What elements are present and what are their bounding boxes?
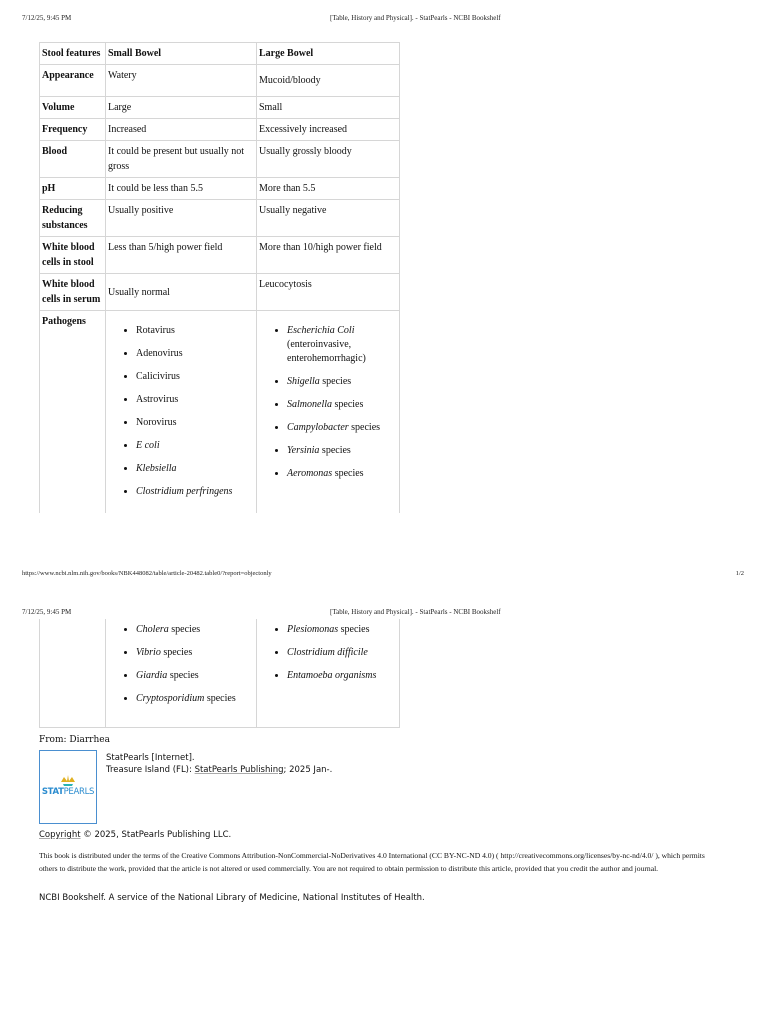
- pathogen-name: Campylobacter: [287, 422, 349, 433]
- pathogen-item: [136, 688, 254, 711]
- pathogen-item: [136, 343, 254, 366]
- large-bowel-pathogen-list: [259, 619, 397, 688]
- print-timestamp: 7/12/25, 9:45 PM: [22, 608, 72, 616]
- book-title: StatPearls [Internet].: [106, 753, 195, 763]
- small-bowel-cell: It could be less than 5.5: [106, 178, 257, 200]
- small-bowel-cell: Usually positive: [106, 200, 257, 237]
- table-row: [40, 141, 400, 178]
- row-label: Volume: [40, 97, 106, 119]
- pathogen-item: [287, 417, 397, 440]
- table-row: [40, 178, 400, 200]
- diarrhea-comparison-table-continued: [39, 619, 400, 728]
- small-bowel-cell: Large: [106, 97, 257, 119]
- row-label: White blood cells in serum: [40, 274, 106, 311]
- pathogen-name: Entamoeba organisms: [287, 670, 377, 681]
- small-bowel-pathogen-list: [108, 320, 254, 504]
- table-header-row: [40, 43, 400, 65]
- pathogen-item: [136, 481, 254, 504]
- pathogen-name: Shigella: [287, 376, 320, 387]
- license-text: This book is distributed under the terms of the Creative Commons Attribution-NonCommercial-NoDerivatives 4.0 International (CC BY-NC-ND 4.0) ( http://creativecommons.org/licenses/by-nc-nd/4.0/ ), which permits others to distribute the work, provided that the article is not altered or used commercially. You are not required to obtain permission to distribute this article, provided that you credit the author and journal.: [39, 851, 705, 873]
- ncbi-footer: NCBI Bookshelf. A service of the National Library of Medicine, National Institutes of Health.: [39, 893, 425, 903]
- row-label: Reducing substances: [40, 200, 106, 237]
- pathogen-name: Cholera: [136, 624, 169, 635]
- small-bowel-pathogen-list: [108, 619, 254, 711]
- pathogen-text: species: [338, 624, 370, 635]
- pathogen-item: [287, 394, 397, 417]
- pathogen-item: [287, 371, 397, 394]
- pathogen-name: Cryptosporidium: [136, 693, 205, 704]
- pathogen-item: [287, 619, 397, 642]
- small-bowel-cell: Less than 5/high power field: [106, 237, 257, 274]
- header-small-bowel: Small Bowel: [106, 43, 257, 65]
- large-bowel-cell: Small: [257, 97, 400, 119]
- pathogen-name: Clostridium difficile: [287, 647, 368, 658]
- pathogen-text: species: [332, 468, 364, 479]
- row-label: Blood: [40, 141, 106, 178]
- pathogen-text: species: [332, 399, 364, 410]
- pathogen-name: Aeromonas: [287, 468, 333, 479]
- pathogen-text: species: [167, 670, 199, 681]
- large-bowel-cell: More than 10/high power field: [257, 237, 400, 274]
- pathogen-name: Vibrio: [136, 647, 161, 658]
- pathogen-item: [287, 642, 397, 665]
- citation: [106, 752, 332, 776]
- empty-cell: [40, 619, 106, 727]
- pathogen-name: Giardia: [136, 670, 168, 681]
- row-label: White blood cells in stool: [40, 237, 106, 274]
- publisher-suffix: ; 2025 Jan-.: [283, 765, 333, 775]
- large-bowel-cell: Usually negative: [257, 200, 400, 237]
- pathogen-item: [287, 320, 397, 371]
- logo-stat: STAT: [41, 787, 64, 797]
- logo-wordmark: [40, 787, 96, 797]
- pathogens-row: [40, 311, 400, 513]
- row-label: Frequency: [40, 119, 106, 141]
- pathogen-name: Plesiomonas: [287, 624, 339, 635]
- print-header: [0, 14, 768, 28]
- page-url: https://www.ncbi.nlm.nih.gov/books/NBK448082/table/article-20482.table0/?report=objectonly: [22, 570, 272, 577]
- pathogen-item: [136, 389, 254, 412]
- publisher-link[interactable]: StatPearls Publishing: [194, 765, 284, 775]
- pathogen-text: Adenovirus: [136, 348, 183, 359]
- print-timestamp: 7/12/25, 9:45 PM: [22, 14, 72, 22]
- large-bowel-cell: Leucocytosis: [257, 274, 400, 311]
- table-row: [40, 97, 400, 119]
- copyright-line: [39, 830, 231, 840]
- pathogen-text: Norovirus: [136, 417, 177, 428]
- small-bowel-pathogens: [106, 619, 257, 727]
- pathogen-item: [136, 619, 254, 642]
- large-bowel-pathogens: [257, 311, 400, 513]
- pathogen-text: Astrovirus: [136, 394, 179, 405]
- pathogen-item: [287, 665, 397, 688]
- copyright-link[interactable]: Copyright: [39, 830, 81, 840]
- print-footer: [0, 570, 768, 582]
- pathogen-item: [136, 458, 254, 481]
- print-title: [Table, History and Physical]. - StatPearls - NCBI Bookshelf: [330, 14, 501, 22]
- row-label: pH: [40, 178, 106, 200]
- pathogen-item: [136, 412, 254, 435]
- diarrhea-comparison-table: [39, 42, 400, 513]
- pathogen-name: Yersinia: [287, 445, 320, 456]
- page-number: 1/2: [735, 570, 744, 577]
- large-bowel-cell: More than 5.5: [257, 178, 400, 200]
- pathogen-text: species: [204, 693, 236, 704]
- header-stool-features: Stool features: [40, 43, 106, 65]
- pathogen-name: Escherichia Coli: [287, 325, 355, 336]
- pathogen-name: E coli: [136, 440, 160, 451]
- from-source: From: Diarrhea: [39, 735, 110, 745]
- pathogen-item: [136, 366, 254, 389]
- small-bowel-pathogens: [106, 311, 257, 513]
- pathogen-item: [136, 320, 254, 343]
- large-bowel-cell: Mucoid/bloody: [257, 65, 400, 97]
- table-row: [40, 274, 400, 311]
- pathogen-text: species: [160, 647, 193, 658]
- pathogen-text: species: [319, 376, 352, 387]
- small-bowel-cell: Usually normal: [106, 274, 257, 311]
- pathogen-text: Rotavirus: [136, 325, 175, 336]
- pathogen-name: Klebsiella: [136, 463, 177, 474]
- small-bowel-cell: Watery: [106, 65, 257, 97]
- table-row: [40, 65, 400, 97]
- pathogen-text: species: [348, 422, 381, 433]
- pathogen-item: [287, 440, 397, 463]
- pathogen-item: [136, 665, 254, 688]
- row-label: Pathogens: [40, 311, 106, 513]
- pathogen-item: [136, 642, 254, 665]
- small-bowel-cell: It could be present but usually not gross: [106, 141, 257, 178]
- publisher-prefix: Treasure Island (FL):: [106, 765, 195, 775]
- header-large-bowel: Large Bowel: [257, 43, 400, 65]
- table-row: [40, 200, 400, 237]
- row-label: Appearance: [40, 65, 106, 97]
- copyright-text: © 2025, StatPearls Publishing LLC.: [80, 830, 232, 840]
- pathogens-row-continued: [40, 619, 400, 727]
- small-bowel-cell: Increased: [106, 119, 257, 141]
- pathogen-text: species: [168, 624, 201, 635]
- publisher-line: [106, 764, 332, 776]
- large-bowel-cell: Usually grossly bloody: [257, 141, 400, 178]
- pathogen-name: Salmonella: [287, 399, 332, 410]
- print-title: [Table, History and Physical]. - StatPearls - NCBI Bookshelf: [330, 608, 501, 616]
- table-row: [40, 119, 400, 141]
- large-bowel-pathogens: [257, 619, 400, 727]
- pathogen-text: Calicivirus: [136, 371, 180, 382]
- pathogen-text: species: [319, 445, 351, 456]
- pathogen-text: (enteroinvasive, enterohemorrhagic): [287, 339, 366, 364]
- table-row: [40, 237, 400, 274]
- large-bowel-pathogen-list: [259, 320, 397, 486]
- large-bowel-cell: Excessively increased: [257, 119, 400, 141]
- logo-pearls: PEARLS: [63, 787, 95, 797]
- pathogen-name: Clostridium perfringens: [136, 486, 233, 497]
- statpearls-logo[interactable]: [39, 750, 97, 824]
- pathogen-item: [136, 435, 254, 458]
- pathogen-item: [287, 463, 397, 486]
